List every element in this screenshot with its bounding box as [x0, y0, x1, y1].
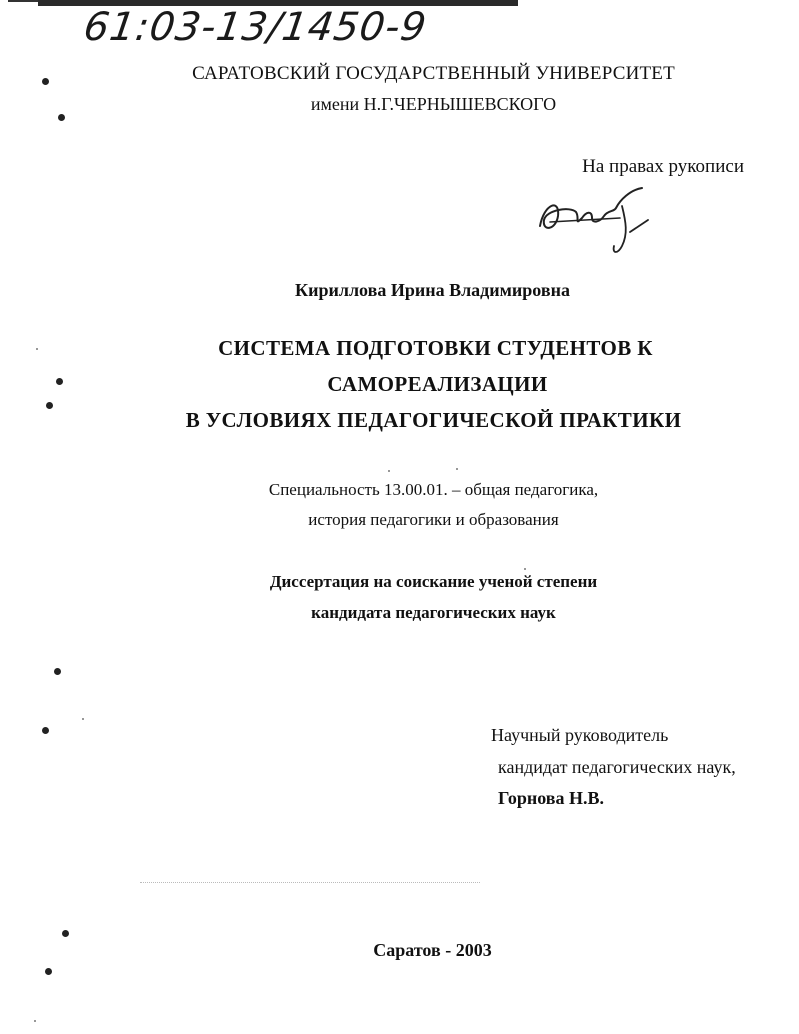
degree-line-2: кандидата педагогических наук [311, 603, 556, 622]
rights-note: На правах рукописи [582, 156, 744, 177]
binder-hole [58, 114, 65, 121]
scan-speck [34, 1020, 36, 1022]
scan-speck [388, 470, 390, 472]
university-name: САРАТОВСКИЙ ГОСУДАРСТВЕННЫЙ УНИВЕРСИТЕТ [192, 63, 675, 84]
specialty-line-1: Специальность 13.00.01. – общая педагогика, [268, 480, 599, 499]
scan-speck [82, 718, 84, 720]
binder-hole [45, 968, 52, 975]
city-year: Саратов - 2003 [373, 940, 492, 960]
scan-speck [524, 568, 526, 570]
scan-top-border-left [8, 0, 38, 2]
supervisor-name: Горнова Н.В. [498, 788, 605, 808]
binder-hole [42, 727, 49, 734]
dissertation-title-line-2: САМОРЕАЛИЗАЦИИ [327, 372, 548, 396]
specialty-line-2: история педагогики и образования [308, 510, 559, 529]
binder-hole [54, 668, 61, 675]
degree-line-1: Диссертация на соискание ученой степени [269, 572, 598, 591]
signature-image [530, 182, 660, 260]
supervisor-degree: кандидат педагогических наук, [498, 757, 736, 777]
handwritten-catalog-code: 61:03-13/1450-9 [80, 5, 430, 50]
dissertation-title-line-1: СИСТЕМА ПОДГОТОВКИ СТУДЕНТОВ К [218, 336, 653, 360]
supervisor-role: Научный руководитель [491, 725, 669, 745]
author-name: Кириллова Ирина Владимировна [295, 280, 570, 300]
scan-faint-line [140, 882, 480, 883]
scan-speck [456, 468, 458, 470]
dissertation-title-line-3: В УСЛОВИЯХ ПЕДАГОГИЧЕСКОЙ ПРАКТИКИ [185, 408, 682, 432]
university-named-after: имени Н.Г.ЧЕРНЫШЕВСКОГО [310, 94, 557, 114]
binder-hole [62, 930, 69, 937]
